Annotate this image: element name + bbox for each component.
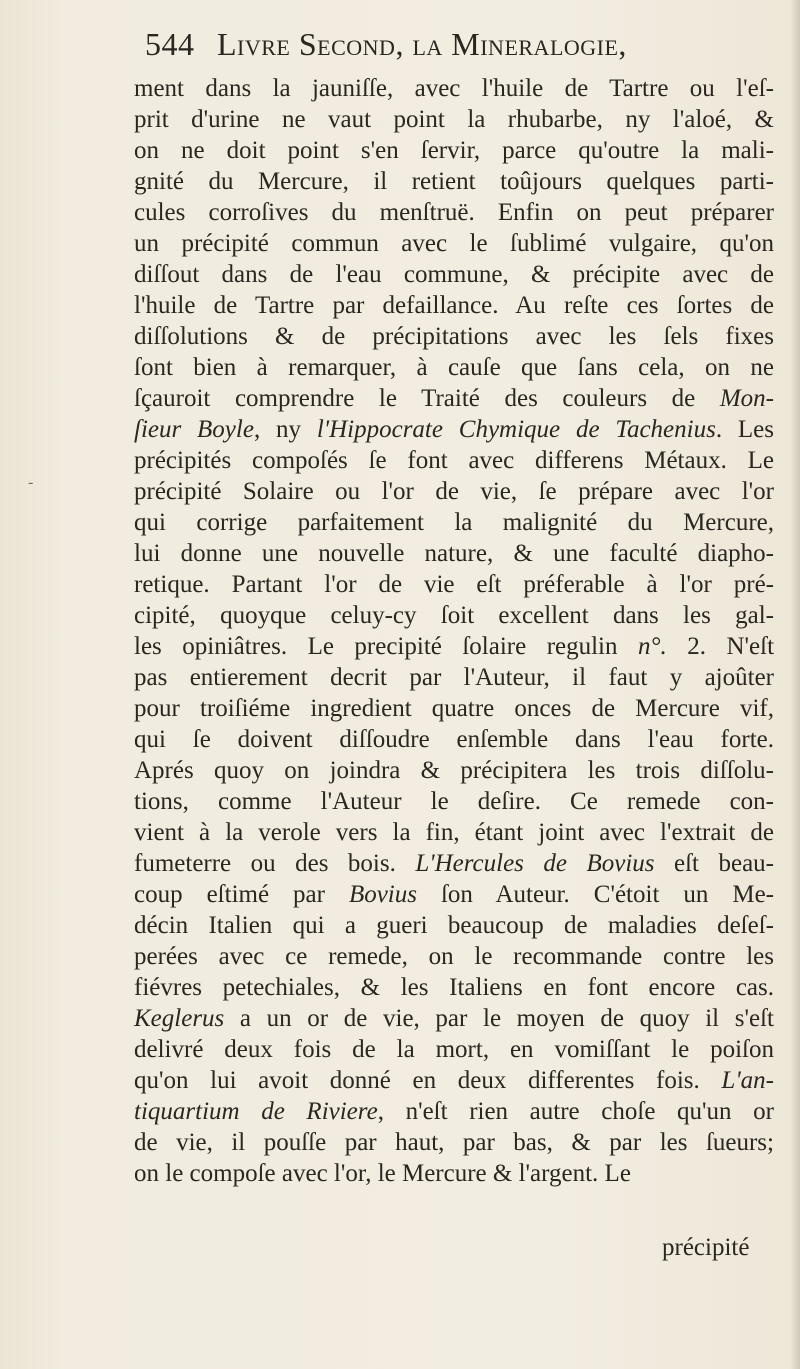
text-run: ſont bien à remarquer, à cauſe que ſans cela, on ne bbox=[134, 354, 774, 381]
text-line bbox=[134, 693, 774, 724]
text-run: retique. Partant l'or de vie eſt préferable à l'or pré- bbox=[134, 571, 774, 598]
text-line bbox=[134, 104, 774, 135]
text-run: 2. N'eſt bbox=[666, 633, 775, 660]
italic-text-run: Bovius bbox=[348, 881, 417, 908]
text-run: pour troiſiéme ingredient quatre onces de Mercure vif, bbox=[134, 695, 774, 722]
text-run: fiévres petechiales, & les Italiens en font encore cas. bbox=[134, 974, 774, 1001]
running-title: Livre Second, la Mineralogie, bbox=[217, 26, 627, 62]
text-run: précipités compoſés ſe font avec differens Métaux. Le bbox=[134, 447, 774, 474]
text-line bbox=[134, 1065, 774, 1096]
text-line bbox=[134, 600, 774, 631]
text-line bbox=[134, 631, 774, 662]
text-run: diſſout dans de l'eau commune, & précipite avec de bbox=[134, 261, 774, 288]
text-line bbox=[134, 569, 774, 600]
text-line bbox=[134, 848, 774, 879]
text-run: fumeterre ou des bois. bbox=[134, 850, 416, 877]
text-line bbox=[134, 1003, 774, 1034]
text-run: tions, comme l'Auteur le deſire. Ce remede con- bbox=[134, 788, 774, 815]
text-line bbox=[134, 321, 774, 352]
page-edge-shadow bbox=[790, 0, 800, 1369]
text-run: perées avec ce remede, on le recommande contre les bbox=[134, 943, 774, 970]
text-run: diſſolutions & de précipitations avec les ſels fixes bbox=[134, 323, 774, 350]
italic-text-run: l'Hippocrate Chymique de Tachenius bbox=[316, 416, 716, 443]
text-run: qui corrige parfaitement la malignité du Mercure, bbox=[134, 509, 774, 536]
text-line bbox=[134, 879, 774, 910]
text-line bbox=[134, 197, 774, 228]
text-run: lui donne une nouvelle nature, & une faculté diapho- bbox=[134, 540, 774, 567]
text-run: coup eſtimé par bbox=[134, 881, 349, 908]
italic-text-run: L'Hercules de Bovius bbox=[415, 850, 655, 877]
text-line bbox=[134, 135, 774, 166]
text-run: cipité, quoyque celuy-cy ſoit excellent dans les gal- bbox=[134, 602, 774, 629]
text-run: pas entierement decrit par l'Auteur, il faut y ajoûter bbox=[134, 664, 774, 691]
text-run: . Les bbox=[715, 416, 774, 443]
italic-text-run: n°. bbox=[638, 633, 667, 660]
italic-text-run: Mon- bbox=[719, 385, 774, 412]
italic-text-run: L'an- bbox=[721, 1067, 774, 1094]
text-line bbox=[134, 941, 774, 972]
text-run: ſçauroit comprendre le Traité des couleurs de bbox=[134, 385, 720, 412]
text-run: , ny bbox=[253, 416, 317, 443]
text-line bbox=[134, 73, 774, 104]
catchword: précipité bbox=[662, 1234, 750, 1261]
text-run: on ne doit point s'en ſervir, parce qu'outre la mali- bbox=[134, 137, 774, 164]
text-line bbox=[134, 290, 774, 321]
text-run: vient à la verole vers la fin, étant joint avec l'extrait de bbox=[134, 819, 774, 846]
text-run: eſt beau- bbox=[654, 850, 775, 877]
text-run: a un or de vie, par le moyen de quoy il s'eſt bbox=[224, 1005, 774, 1032]
text-line bbox=[134, 755, 774, 786]
text-line bbox=[134, 538, 774, 569]
text-line bbox=[134, 910, 774, 941]
text-line bbox=[134, 445, 774, 476]
text-line bbox=[134, 476, 774, 507]
text-line bbox=[134, 1096, 774, 1127]
text-line bbox=[134, 662, 774, 693]
text-line bbox=[134, 228, 774, 259]
body-text bbox=[134, 73, 774, 1189]
text-run: Aprés quoy on joindra & précipitera les trois diſſolu- bbox=[134, 757, 774, 784]
text-line bbox=[134, 1034, 774, 1065]
text-run: qu'on lui avoit donné en deux differentes fois. bbox=[134, 1067, 722, 1094]
text-run: ſon Auteur. C'étoit un Me- bbox=[416, 881, 774, 908]
text-run: , n'eſt rien autre choſe qu'un or bbox=[377, 1098, 775, 1125]
text-line bbox=[134, 724, 774, 755]
text-line bbox=[134, 414, 774, 445]
text-run: on le compoſe avec l'or, le Mercure & l'argent. Le bbox=[134, 1160, 631, 1187]
text-line bbox=[134, 786, 774, 817]
text-line bbox=[134, 507, 774, 538]
text-run: prit d'urine ne vaut point la rhubarbe, ny l'aloé, & bbox=[134, 106, 774, 133]
running-header bbox=[145, 26, 785, 74]
text-line bbox=[134, 1158, 774, 1189]
text-line bbox=[134, 1127, 774, 1158]
text-run: ment dans la jauniſſe, avec l'huile de Tartre ou l'eſ- bbox=[134, 75, 774, 102]
text-line bbox=[134, 817, 774, 848]
text-run: qui ſe doivent diſſoudre enſemble dans l'eau forte. bbox=[134, 726, 774, 753]
text-line bbox=[134, 352, 774, 383]
text-run: cules corroſives du menſtruë. Enfin on peut préparer bbox=[134, 199, 774, 226]
text-run: gnité du Mercure, il retient toûjours quelques parti- bbox=[134, 168, 774, 195]
text-run: précipité Solaire ou l'or de vie, ſe prépare avec l'or bbox=[134, 478, 774, 505]
margin-mark: - bbox=[28, 474, 34, 491]
text-line bbox=[134, 259, 774, 290]
text-run: delivré deux fois de la mort, en vomiſſant le poiſon bbox=[134, 1036, 774, 1063]
page-number: 544 bbox=[145, 26, 195, 62]
italic-text-run: ſieur Boyle bbox=[134, 416, 254, 443]
italic-text-run: tiquartium de Riviere bbox=[134, 1098, 378, 1125]
text-line bbox=[134, 972, 774, 1003]
text-run: décin Italien qui a gueri beaucoup de maladies deſeſ- bbox=[134, 912, 774, 939]
text-line bbox=[134, 166, 774, 197]
text-run: l'huile de Tartre par defaillance. Au reſte ces ſortes de bbox=[134, 292, 774, 319]
italic-text-run: Keglerus bbox=[134, 1005, 225, 1032]
text-run: les opiniâtres. Le precipité ſolaire regulin bbox=[134, 633, 638, 660]
text-line bbox=[134, 383, 774, 414]
text-run: de vie, il pouſſe par haut, par bas, & par les ſueurs; bbox=[134, 1129, 774, 1156]
text-run: un précipité commun avec le ſublimé vulgaire, qu'on bbox=[134, 230, 774, 257]
